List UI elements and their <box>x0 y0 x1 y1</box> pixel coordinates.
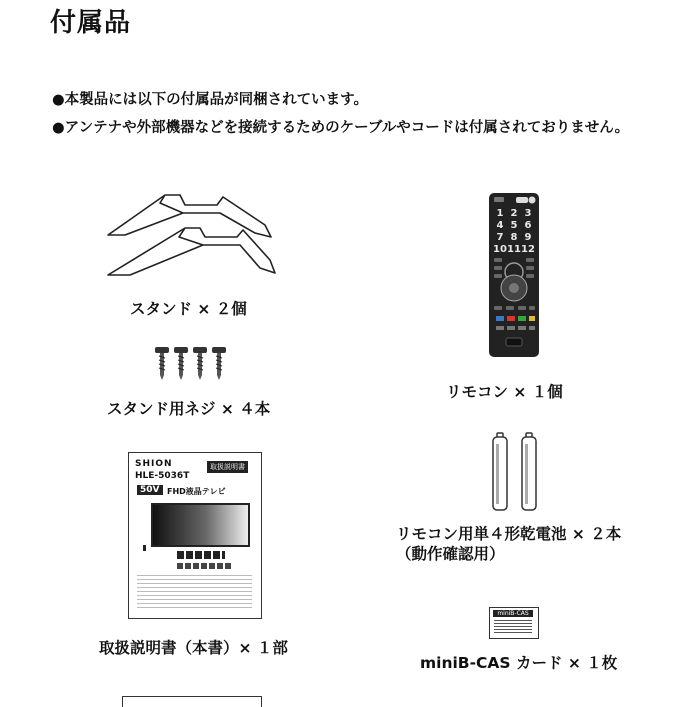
manual-brand: SHION <box>135 459 173 469</box>
manual-fine-print <box>137 575 252 609</box>
svg-text:6: 6 <box>524 220 532 231</box>
card-label: miniB-CAS <box>493 610 533 617</box>
svg-text:1: 1 <box>496 208 504 219</box>
batteries-caption: リモコン用単４形乾電池 × ２本 <box>396 525 622 543</box>
screws-caption: スタンド用ネジ × ４本 <box>107 400 271 418</box>
svg-text:4: 4 <box>496 220 504 231</box>
note-cables-not-included: ●アンテナや外部機器などを接続するためのケーブルやコードは付属されておりません。 <box>52 120 630 136</box>
manual-booklet-icon <box>128 452 262 619</box>
manual-size: 50V <box>137 485 163 495</box>
stand-caption: スタンド × ２個 <box>130 300 247 318</box>
svg-text:9: 9 <box>524 232 532 243</box>
svg-text:8: 8 <box>510 232 518 243</box>
svg-text:11: 11 <box>507 244 521 255</box>
remote-caption: リモコン × １個 <box>446 383 563 401</box>
card-caption: miniB-CAS カード × １枚 <box>420 654 618 672</box>
manual-product: FHD液晶テレビ <box>167 487 226 496</box>
remote-control-icon <box>488 192 540 358</box>
svg-text:2: 2 <box>510 208 518 219</box>
tv-stand-icon <box>105 185 280 280</box>
note-included: ●本製品には以下の付属品が同梱されています。 <box>52 92 368 108</box>
svg-text:12: 12 <box>521 244 535 255</box>
svg-text:5: 5 <box>510 220 518 231</box>
cropped-item-outline <box>122 696 262 707</box>
manual-feature-icons <box>177 551 225 559</box>
svg-text:10: 10 <box>493 244 507 255</box>
minib-cas-card-icon <box>489 607 539 639</box>
svg-text:3: 3 <box>524 208 532 219</box>
page-title: 付属品 <box>50 8 132 38</box>
battery-icon <box>488 432 544 512</box>
batteries-caption-note: （動作確認用） <box>396 545 505 563</box>
manual-tag: 取扱説明書 <box>207 461 248 473</box>
manual-caption: 取扱説明書（本書）× １部 <box>99 639 288 657</box>
svg-text:7: 7 <box>496 232 504 243</box>
manual-tv-image <box>151 503 250 547</box>
screw-icon <box>150 345 230 381</box>
manual-model: HLE-5036T <box>135 471 190 481</box>
